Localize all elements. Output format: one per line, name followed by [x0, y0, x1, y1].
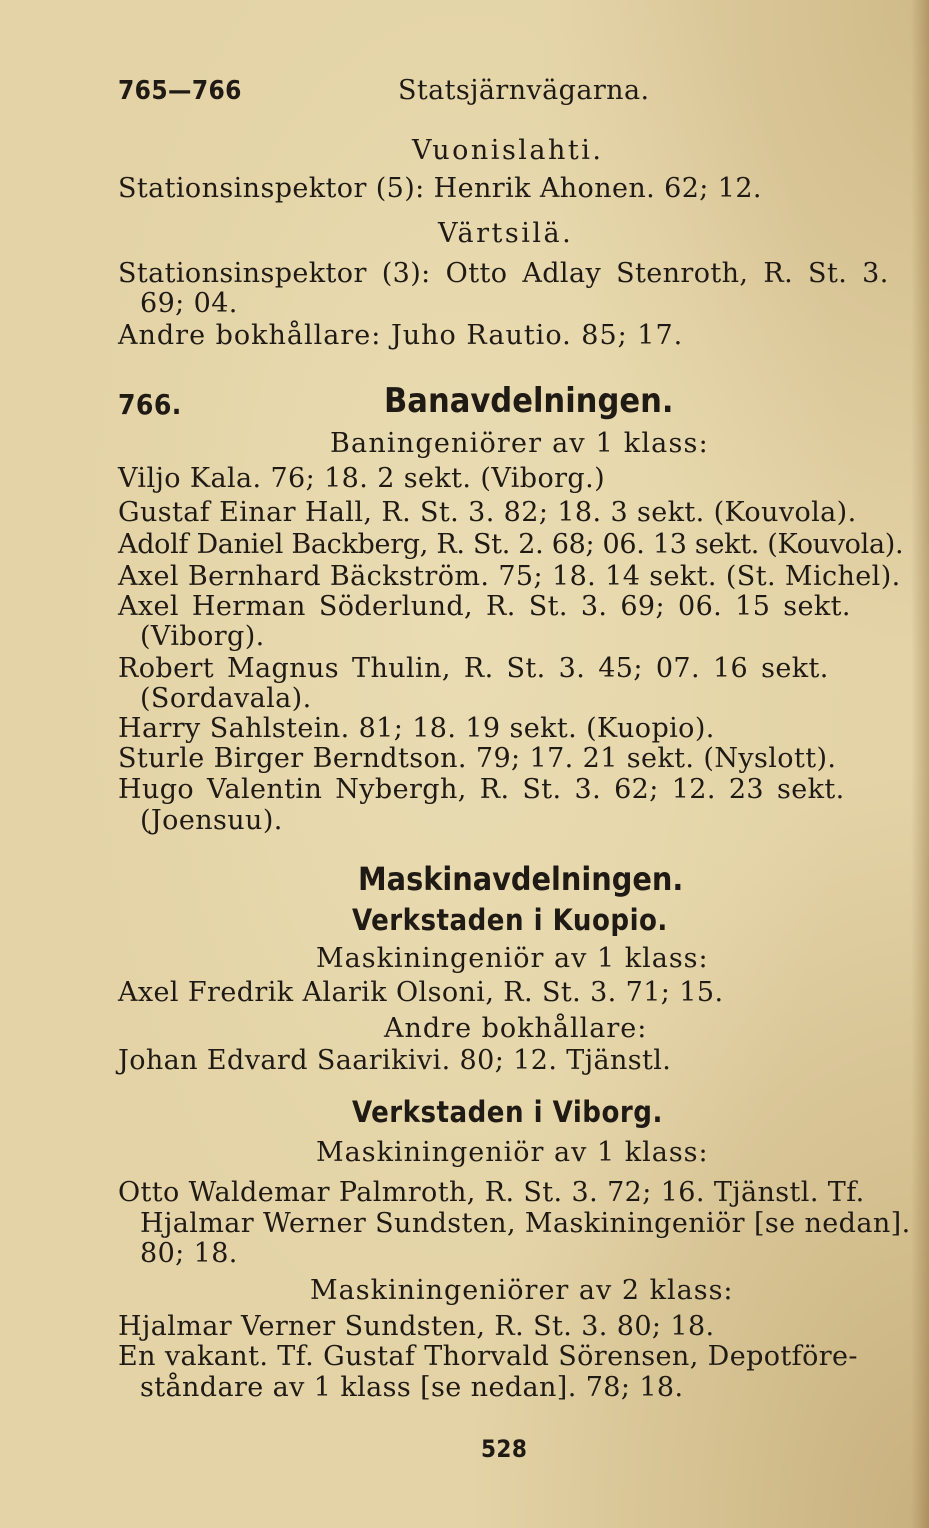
entry-ban-1: Viljo Kala. 76; 18. 2 sekt. (Viborg.) — [118, 463, 606, 494]
section-title-vuonislahti: Vuonislahti. — [412, 135, 604, 166]
subheading-baningeniorer: Baningeniörer av 1 klass: — [330, 428, 709, 459]
entry-ban-5-cont: (Viborg). — [140, 621, 265, 652]
entry-kuopio-bookkeeper: Johan Edvard Saarikivi. 80; 12. Tjänstl. — [118, 1045, 672, 1076]
entry-ban-8: Sturle Birger Berndtson. 79; 17. 21 sekt. (Nyslott). — [118, 743, 837, 774]
entry-viborg-2: Hjalmar Verner Sundsten, R. St. 3. 80; 18. — [118, 1311, 715, 1342]
page-range: 765—766 — [118, 76, 242, 106]
entry-viborg-3-cont: ståndare av 1 klass [se nedan]. 78; 18. — [140, 1372, 684, 1403]
entry-ban-7: Harry Sahlstein. 81; 18. 19 sekt. (Kuopio). — [118, 713, 715, 744]
entry-ban-5: Axel Herman Söderlund, R. St. 3. 69; 06. 15 sekt. — [118, 591, 851, 622]
entry-ban-2: Gustaf Einar Hall, R. St. 3. 82; 18. 3 sekt. (Kouvola). — [118, 497, 857, 528]
running-title: Statsjärnvägarna. — [398, 75, 650, 106]
entry-vartsila-inspector-cont: 69; 04. — [140, 288, 238, 319]
subsection-title-viborg: Verkstaden i Viborg. — [352, 1095, 663, 1129]
page-number: 528 — [481, 1435, 528, 1463]
entry-viborg-1: Otto Waldemar Palmroth, R. St. 3. 72; 16. Tjänstl. Tf. — [118, 1177, 865, 1208]
subheading-kuopio-bookkeeper: Andre bokhållare: — [384, 1013, 648, 1044]
section-title-maskinavdelningen: Maskinavdelningen. — [358, 860, 684, 898]
entry-ban-9-cont: (Joensuu). — [140, 805, 283, 836]
entry-ban-9: Hugo Valentin Nybergh, R. St. 3. 62; 12. 23 sekt. — [118, 774, 845, 805]
section-title-vartsila: Värtsilä. — [438, 218, 574, 249]
page-edge-shadow — [911, 0, 929, 1528]
section-number-766: 766. — [118, 388, 182, 421]
subsection-title-kuopio: Verkstaden i Kuopio. — [352, 903, 668, 937]
subheading-kuopio-engineer: Maskiningeniör av 1 klass: — [316, 943, 709, 974]
entry-ban-6-cont: (Sordavala). — [140, 683, 312, 714]
entry-ban-3: Adolf Daniel Backberg, R. St. 2. 68; 06. 13 sekt. (Kouvola). — [118, 529, 904, 560]
entry-viborg-3: En vakant. Tf. Gustaf Thorvald Sörensen, Depotföre- — [118, 1341, 858, 1372]
entry-vuonislahti-inspector: Stationsinspektor (5): Henrik Ahonen. 62; 12. — [118, 173, 762, 204]
entry-viborg-1-cont: Hjalmar Werner Sundsten, Maskiningeniör [se nedan]. — [140, 1208, 911, 1239]
entry-ban-4: Axel Bernhard Bäckström. 75; 18. 14 sekt. (St. Michel). — [118, 561, 901, 592]
entry-vartsila-inspector: Stationsinspektor (3): Otto Adlay Stenroth, R. St. 3. — [118, 258, 889, 289]
entry-kuopio-engineer: Axel Fredrik Alarik Olsoni, R. St. 3. 71; 15. — [118, 977, 724, 1008]
entry-ban-6: Robert Magnus Thulin, R. St. 3. 45; 07. 16 sekt. — [118, 653, 829, 684]
subheading-viborg-engineer-1: Maskiningeniör av 1 klass: — [316, 1137, 709, 1168]
subheading-viborg-engineer-2: Maskiningeniörer av 2 klass: — [310, 1275, 734, 1306]
entry-viborg-1-cont-2: 80; 18. — [140, 1238, 238, 1269]
entry-vartsila-bookkeeper: Andre bokhållare: Juho Rautio. 85; 17. — [118, 320, 684, 351]
section-title-banavdelningen: Banavdelningen. — [384, 381, 674, 421]
